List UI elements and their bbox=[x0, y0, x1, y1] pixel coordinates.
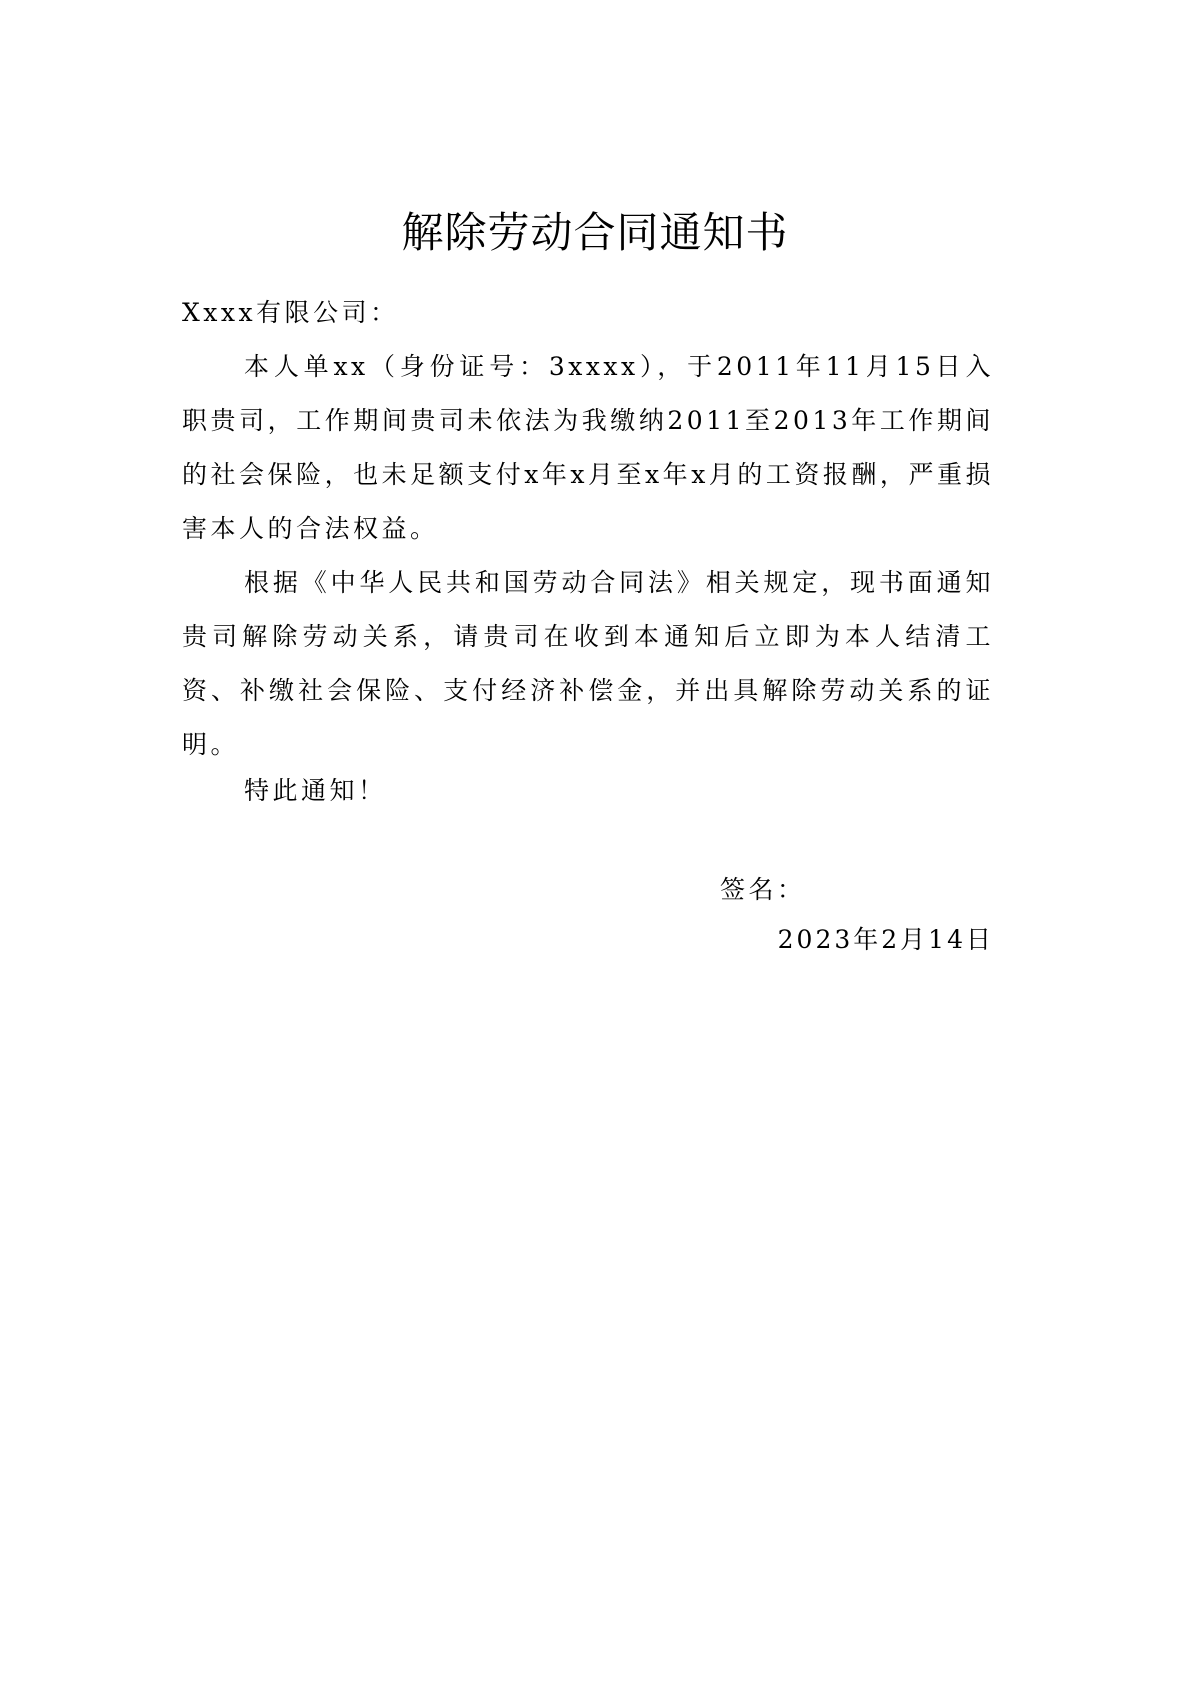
signature-label: 签名： bbox=[720, 875, 806, 904]
body-paragraph-2: 根据《中华人民共和国劳动合同法》相关规定，现书面通知贵司解除劳动关系，请贵司在收到本通知后立即为本人结清工资、补缴社会保险、支付经济补偿金，并出具解除劳动关系的证明。 bbox=[182, 568, 994, 759]
document-date: 2023年2月14日 bbox=[777, 925, 994, 954]
body-paragraph-1: 本人单xx（身份证号：3xxxx），于2011年11月15日入职贵司，工作期间贵司未依法为我缴纳2011至2013年工作期间的社会保险，也未足额支付x年x月至x年x月的工资报酬，严重损害本人的合法权益。 bbox=[182, 352, 994, 543]
closing-line: 特此通知！ bbox=[244, 776, 387, 805]
document-title: 解除劳动合同通知书 bbox=[401, 208, 789, 257]
salutation: Xxxx有限公司： bbox=[182, 298, 399, 327]
